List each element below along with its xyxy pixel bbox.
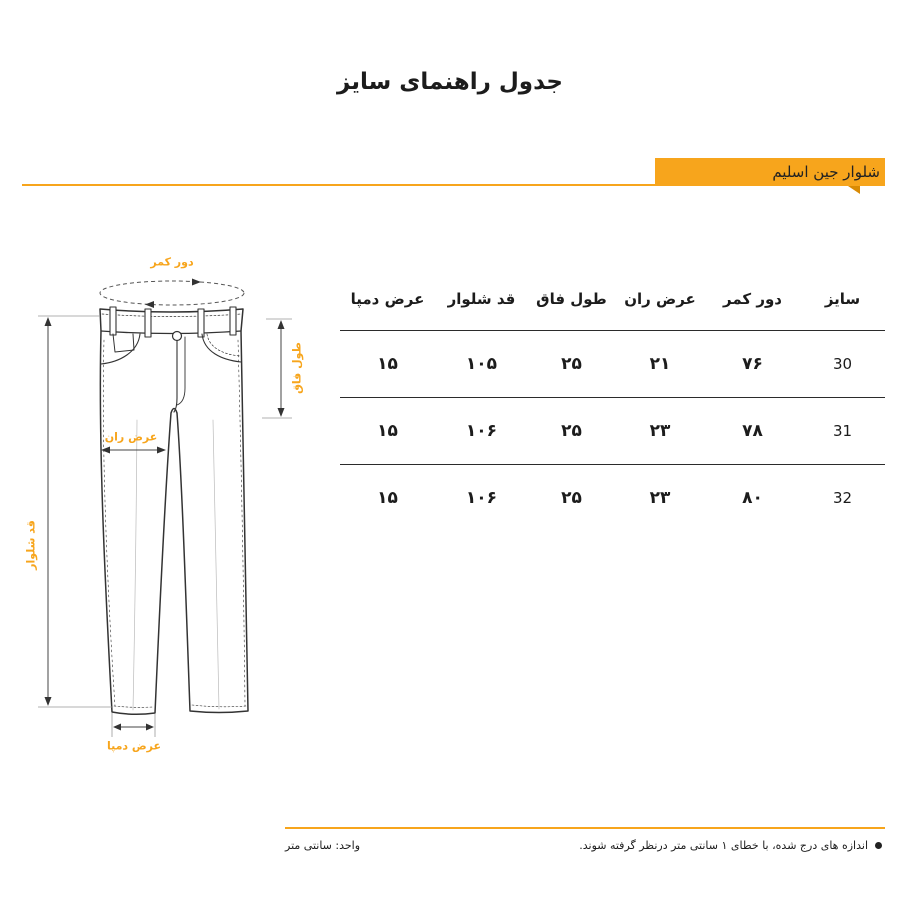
cell-hem: ۱۵: [340, 397, 435, 464]
belt-loop: [145, 309, 151, 337]
jeans-outline-icon: [100, 307, 248, 714]
arrowhead-icon: [113, 724, 121, 731]
waist-measure: [100, 279, 244, 309]
rise-label: طول فاق: [290, 342, 304, 394]
cell-length: ۱۰۶: [465, 487, 498, 508]
table-row: [340, 397, 885, 464]
belt-loop: [198, 309, 204, 337]
header-waist: دور کمر: [705, 268, 800, 330]
cell-size: 31: [800, 397, 885, 464]
hem-measure: [112, 713, 155, 737]
button-icon: [173, 332, 182, 341]
cell-thigh: ۲۳: [649, 487, 671, 508]
cell-hem: ۱۵: [377, 487, 398, 508]
cell-waist: ۷۸: [705, 397, 800, 464]
length-label: قد شلوار: [24, 520, 38, 570]
table-header-row: [340, 268, 885, 330]
header-hem: عرض دمپا: [340, 268, 435, 330]
table-row: [340, 464, 885, 531]
arrowhead-icon: [45, 317, 52, 326]
waist-circumference-line: [100, 281, 244, 305]
header-size: سایز: [800, 268, 885, 330]
arrowhead-icon: [278, 408, 285, 417]
arrowhead-icon: [45, 697, 52, 706]
cell-rise: ۲۵: [561, 487, 582, 508]
header-thigh: عرض ران: [615, 268, 705, 330]
belt-loop: [110, 307, 116, 335]
belt-loop: [230, 307, 236, 335]
arrowhead-icon: [278, 320, 285, 329]
cell-length: ۱۰۵: [435, 330, 528, 397]
cell-hem: ۱۵: [340, 330, 435, 397]
cell-waist: ۷۶: [705, 330, 800, 397]
size-table: [340, 268, 885, 531]
footer-note-text: اندازه های درج شده، با خطای ۱ سانتی متر درنظر گرفته شوند.: [579, 839, 868, 852]
footer-divider: [285, 827, 885, 829]
cell-rise: ۲۵: [528, 397, 615, 464]
unit-label: واحد: سانتی متر: [285, 839, 361, 852]
hem-label: عرض دمپا: [106, 739, 162, 753]
thigh-label: عرض ران: [104, 430, 158, 444]
cell-size: 32: [832, 488, 853, 507]
waist-label: دور کمر: [150, 255, 194, 269]
cell-length: ۱۰۶: [435, 397, 528, 464]
jeans-body: [100, 309, 248, 714]
footer-note: [579, 839, 882, 852]
tab-fold-icon: [848, 186, 860, 194]
cell-waist: ۸۰: [742, 487, 763, 508]
arrowhead-icon: [145, 301, 154, 308]
table-row: [340, 330, 885, 397]
page-title: جدول راهنمای سایز: [337, 69, 563, 95]
cell-thigh: ۲۱: [615, 330, 705, 397]
jeans-diagram: [0, 0, 330, 800]
cell-thigh: ۲۳: [615, 397, 705, 464]
header-length: قد شلوار: [435, 268, 528, 330]
bullet-icon: [875, 842, 882, 849]
cell-size: 30: [800, 330, 885, 397]
arrowhead-icon: [146, 724, 154, 731]
cell-rise: ۲۵: [528, 330, 615, 397]
arrowhead-icon: [192, 279, 201, 286]
product-tab: شلوار جین اسلیم: [655, 158, 885, 186]
header-rise: طول فاق: [528, 268, 615, 330]
rise-measure: [262, 319, 292, 418]
